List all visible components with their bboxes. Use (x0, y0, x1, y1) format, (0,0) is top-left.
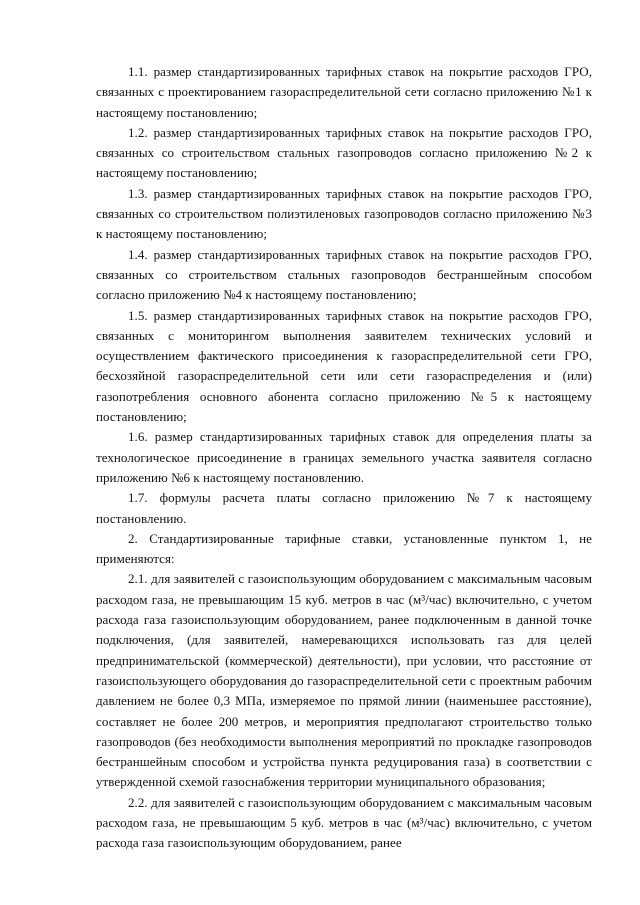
paragraph-1-3: 1.3. размер стандартизированных тарифных ставок на покрытие расходов ГРО, связанных со строительством полиэтиленовых газопроводов согласно приложению №3 к настоящему постановлению; (96, 185, 592, 242)
paragraph-2: 2. Стандартизированные тарифные ставки, установленные пунктом 1, не применяются: (96, 530, 592, 567)
paragraph-2-1: 2.1. для заявителей с газоиспользующим оборудованием с максимальным часовым расходом газа, не превышающим 15 куб. метров в час (м³/час) включительно, с учетом расхода газа газоиспользующим оборудованием, ранее подключенным в данной точке подключения, (для заявителей, намеревающихся использовать газ для целей предпринимательской (коммерческой) деятельности), при условии, что расстояние от газоиспользующего оборудования до газораспределительной сети с проектным рабочим давлением не более 0,3 МПа, измеряемое по прямой линии (наименьшее расстояние), составляет не более 200 метров, и мероприятия предполагают строительство только газопроводов (без необходимости выполнения мероприятий по прокладке газопроводов бестраншейным способом и устройства пункта редуцирования газа) в соответствии с утвержденной схемой газоснабжения территории муниципального образования; (96, 571, 592, 790)
paragraph-1-7: 1.7. формулы расчета платы согласно приложению №7 к настоящему постановлению. (96, 490, 592, 526)
paragraph-2-2: 2.2. для заявителей с газоиспользующим оборудованием с максимальным часовым расходом газа, не превышающим 5 куб. метров в час (м³/час) включительно, с учетом расхода газа газоиспользующим оборудованием, ранее (96, 794, 592, 851)
paragraph-1-6: 1.6. размер стандартизированных тарифных ставок для определения платы за технологическое присоединение в границах земельного участка заявителя согласно приложению №6 к настоящему постановлению. (96, 429, 592, 485)
paragraph-1-1: 1.1. размер стандартизированных тарифных ставок на покрытие расходов ГРО, связанных с проектированием газораспределительной сети согласно приложению №1 к настоящему постановлению; (96, 64, 592, 120)
paragraph-1-4: 1.4. размер стандартизированных тарифных ставок на покрытие расходов ГРО, связанных со строительством стальных газопроводов бестраншейным способом согласно приложению №4 к настоящему постановлению; (96, 246, 592, 303)
paragraph-1-2: 1.2. размер стандартизированных тарифных ставок на покрытие расходов ГРО, связанных со строительством стальных газопроводов согласно приложению №2 к настоящему постановлению; (96, 124, 592, 181)
paragraph-1-5: 1.5. размер стандартизированных тарифных ставок на покрытие расходов ГРО, связанных с мониторингом выполнения заявителем технических условий и осуществлением фактического присоединения к газораспределительной сети ГРО, бесхозяйной газораспределительной сети или сети газораспределения и (или) газопотребления основного абонента согласно приложению №5 к настоящему постановлению; (96, 307, 592, 425)
